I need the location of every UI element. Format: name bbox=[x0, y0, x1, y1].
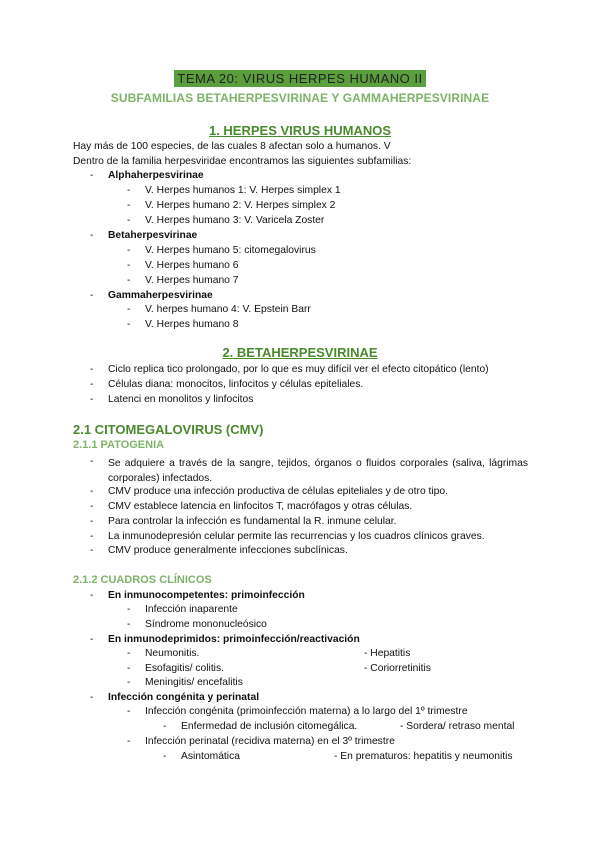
list-item-right: - Sordera/ retraso mental bbox=[400, 721, 515, 732]
subfamily-beta: Betaherpesvirinae bbox=[108, 230, 198, 241]
list-dash: - bbox=[127, 215, 131, 226]
list-dash: - bbox=[127, 200, 131, 211]
section-2-heading: 2. BETAHERPESVIRINAE bbox=[222, 345, 378, 360]
list-dash: - bbox=[90, 394, 94, 405]
list-item: Asintomática bbox=[181, 751, 240, 762]
list-item: Células diana: monocitos, linfocitos y células epiteliales. bbox=[108, 379, 364, 390]
list-dash: - bbox=[127, 677, 131, 688]
list-item: La inmunodepresión celular permite las recurrencias y los cuadros clínicos graves. bbox=[108, 531, 485, 542]
list-dash: - bbox=[90, 590, 94, 601]
document-title bbox=[0, 70, 600, 87]
list-item: V. Herpes humano 5: citomegalovirus bbox=[145, 245, 316, 256]
list-item: Síndrome mononucleósico bbox=[145, 619, 267, 630]
section-2-1-1-heading: 2.1.1 PATOGENIA bbox=[73, 439, 165, 451]
list-item: CMV produce una infección productiva de células epiteliales y de otro tipo. bbox=[108, 486, 448, 497]
list-item: V. herpes humano 4: V. Epstein Barr bbox=[145, 304, 311, 315]
list-dash: - bbox=[127, 663, 131, 674]
list-item: V. Herpes humano 7 bbox=[145, 275, 239, 286]
section-2-1-2-heading: 2.1.2 CUADROS CLÍNICOS bbox=[73, 574, 212, 586]
section-2-1-heading: 2.1 CITOMEGALOVIRUS (CMV) bbox=[73, 422, 264, 437]
list-dash: - bbox=[127, 736, 131, 747]
congenital-label: Infección congénita y perinatal bbox=[108, 692, 260, 703]
list-dash: - bbox=[90, 364, 94, 375]
immunocompetent-label: En inmunocompetentes: primoinfección bbox=[108, 590, 305, 601]
list-item: V. Herpes humano 2: V. Herpes simplex 2 bbox=[145, 200, 336, 211]
list-item-right: - En prematuros: hepatitis y neumonitis bbox=[334, 751, 513, 762]
section-1-intro-2: Dentro de la familia herpesviridae encontramos las siguientes subfamilias: bbox=[73, 156, 412, 167]
subfamily-gamma: Gammaherpesvirinae bbox=[108, 290, 213, 301]
list-dash: - bbox=[90, 290, 94, 301]
list-dash: - bbox=[127, 260, 131, 271]
list-dash: - bbox=[163, 721, 167, 732]
list-item: Esofagitis/ colitis. bbox=[145, 663, 224, 674]
list-dash: - bbox=[90, 545, 94, 556]
list-item: Infección inaparente bbox=[145, 604, 238, 615]
list-dash: - bbox=[127, 185, 131, 196]
list-dash: - bbox=[90, 501, 94, 512]
list-dash: - bbox=[90, 516, 94, 527]
list-item: V. Herpes humano 8 bbox=[145, 319, 239, 330]
list-dash: - bbox=[163, 751, 167, 762]
list-dash: - bbox=[90, 634, 94, 645]
list-dash: - bbox=[127, 245, 131, 256]
document-subtitle: SUBFAMILIAS BETAHERPESVIRINAE Y GAMMAHERPESVIRINAE bbox=[110, 91, 490, 105]
list-item: Para controlar la infección es fundamental la R. inmune celular. bbox=[108, 516, 397, 527]
list-item: Meningitis/ encefalitis bbox=[145, 677, 243, 688]
list-item: Ciclo replica tico prolongado, por lo que es muy difícil ver el efecto citopático (lento) bbox=[108, 364, 489, 375]
list-dash: - bbox=[90, 486, 94, 497]
immunosuppressed-label: En inmunodeprimidos: primoinfección/reactivación bbox=[108, 634, 360, 645]
list-dash: - bbox=[127, 319, 131, 330]
section-1-intro-1: Hay más de 100 especies, de las cuales 8 afectan solo a humanos. V bbox=[73, 141, 391, 152]
subfamily-alpha: Alphaherpesvirinae bbox=[108, 170, 204, 181]
list-item: Neumonitis. bbox=[145, 648, 200, 659]
list-item: V. Herpes humano 6 bbox=[145, 260, 239, 271]
list-item: Se adquiere a través de la sangre, tejidos, órganos o fluidos corporales (saliva, lágrimas corporales) infectados. bbox=[108, 458, 528, 484]
list-dash: - bbox=[127, 648, 131, 659]
list-dash: - bbox=[127, 706, 131, 717]
list-dash: - bbox=[90, 531, 94, 542]
list-dash: - bbox=[90, 692, 94, 703]
list-dash: - bbox=[90, 456, 94, 467]
list-item: Infección congénita (primoinfección materna) a lo largo del 1º trimestre bbox=[145, 706, 468, 717]
list-item: V. Herpes humanos 1: V. Herpes simplex 1 bbox=[145, 185, 341, 196]
list-dash: - bbox=[90, 379, 94, 390]
list-item: CMV establece latencia en linfocitos T, macrófagos y otras células. bbox=[108, 501, 413, 512]
list-item: V. Herpes humano 3: V. Varicela Zoster bbox=[145, 215, 325, 226]
list-item: Latenci en monolitos y linfocitos bbox=[108, 394, 254, 405]
list-item: Infección perinatal (recidiva materna) en el 3º trimestre bbox=[145, 736, 395, 747]
list-item: Enfermedad de inclusión citomegálica. bbox=[181, 721, 358, 732]
list-item: CMV produce generalmente infecciones subclínicas. bbox=[108, 545, 348, 556]
title-highlight: TEMA 20: VIRUS HERPES HUMANO II bbox=[174, 70, 425, 87]
list-dash: - bbox=[127, 619, 131, 630]
list-dash: - bbox=[90, 170, 94, 181]
list-item-right: - Coriorretinitis bbox=[364, 663, 431, 674]
list-dash: - bbox=[127, 275, 131, 286]
section-1-heading: 1. HERPES VIRUS HUMANOS bbox=[208, 123, 392, 138]
list-item-right: - Hepatitis bbox=[364, 648, 411, 659]
list-dash: - bbox=[127, 304, 131, 315]
list-dash: - bbox=[90, 230, 94, 241]
list-dash: - bbox=[127, 604, 131, 615]
